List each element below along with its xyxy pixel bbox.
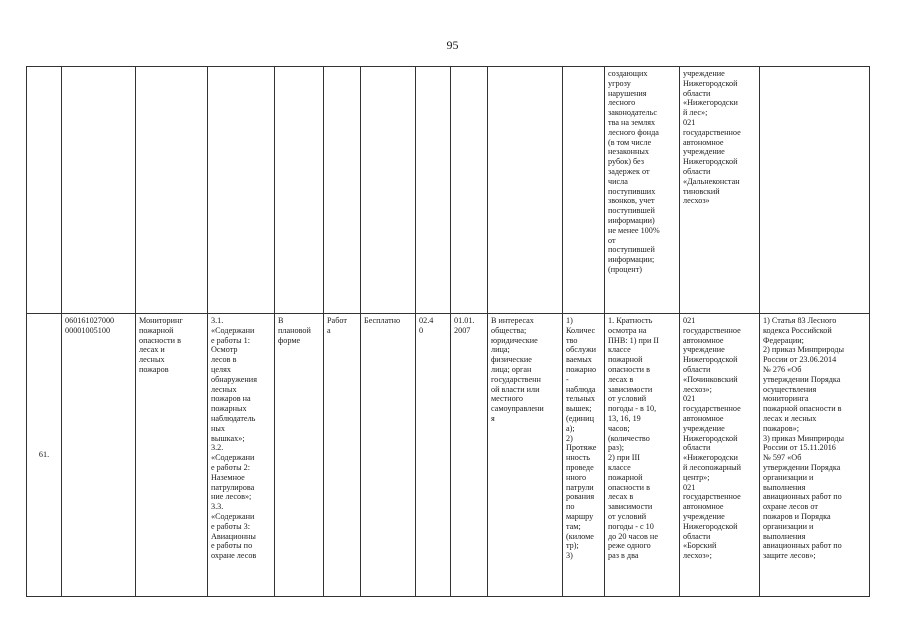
service-form: В плановой форме xyxy=(275,314,324,597)
cell-work-content xyxy=(208,67,275,314)
table-row-61 xyxy=(27,314,870,597)
institutions: 021 государственное автономное учреждение Нижегородской области «Починковский лесхоз»; 021 государственное автономное учреждение Нижегородской области «Нижегородски й лесопожарный центр»; 021 государственное автономное учреждение Нижегородской области «Борский лесхоз»; xyxy=(680,314,760,597)
services-table xyxy=(26,66,870,597)
cell-legal-basis xyxy=(760,67,870,314)
cell-quality-indicators: создающих угрозу нарушения лесного законодательс тва на землях лесного фонда (в том числе незаконных рубок) без задержек от числа поступивших звонков, учет поступившей информации) не менее 100% от поступившей информации; (процент) xyxy=(605,67,680,314)
service-type: Работ а xyxy=(324,314,361,597)
cell-type xyxy=(324,67,361,314)
cell-institutions: учреждение Нижегородской области «Нижегородски й лес»; 021 государственное автономное учреждение Нижегородской области «Дальнеконстан тиновский лесхоз» xyxy=(680,67,760,314)
cell-registry-code xyxy=(62,67,136,314)
volume-indicators: 1) Количес тво обслужи ваемых пожарно - наблюда тельных вышек; (единиц а); 2) Протяже нность проведе нного патрули рования по маршру там; (киломе тр); 3) xyxy=(563,314,605,597)
cell-date xyxy=(451,67,488,314)
classification-code: 02.4 0 xyxy=(416,314,451,597)
cell-payment xyxy=(361,67,416,314)
registry-code: 060161027000 00001005100 xyxy=(62,314,136,597)
payment-type: Бесплатно xyxy=(361,314,416,597)
continuation-row xyxy=(27,67,870,314)
cell-number xyxy=(27,67,62,314)
cell-service-name xyxy=(136,67,208,314)
consumers: В интересах общества; юридические лица; физические лица; орган государственн ой власти или местного самоуправлени я xyxy=(488,314,563,597)
cell-form xyxy=(275,67,324,314)
row-number: 61. xyxy=(27,314,62,597)
cell-code xyxy=(416,67,451,314)
page-number: 95 xyxy=(446,38,459,52)
service-name: Мониторинг пожарной опасности в лесах и лесных пожаров xyxy=(136,314,208,597)
legal-basis: 1) Статья 83 Лесного кодекса Российской Федерации; 2) приказ Минприроды России от 23.06.2014 № 276 «Об утверждении Порядка осуществления мониторинга пожарной опасности в лесах и лесных пожаров»; 3) приказ Минприроды России от 15.11.2016 № 597 «Об утверждении Порядка организации и выполнения авиационных работ по охране лесов от пожаров и Порядка организации и выполнения авиационных работ по защите лесов»; xyxy=(760,314,870,597)
quality-indicators: 1. Кратность осмотра на ПНВ: 1) при II классе пожарной опасности в лесах в зависимости от условий погоды - в 10, 13, 16, 19 часов; (количество раз); 2) при III классе пожарной опасности в лесах в зависимости от условий погоды - с 10 до 20 часов не реже одного раз в два xyxy=(605,314,680,597)
work-content: 3.1. «Содержани е работы 1: Осмотр лесов в целях обнаружения лесных пожаров на пожарных наблюдатель ных вышках»; 3.2. «Содержани е работы 2: Наземное патрулирова ние лесов»; 3.3. «Содержани е работы 3: Авиационны е работы по охране лесов xyxy=(208,314,275,597)
cell-consumers xyxy=(488,67,563,314)
cell-volume-indicators xyxy=(563,67,605,314)
start-date: 01.01. 2007 xyxy=(451,314,488,597)
